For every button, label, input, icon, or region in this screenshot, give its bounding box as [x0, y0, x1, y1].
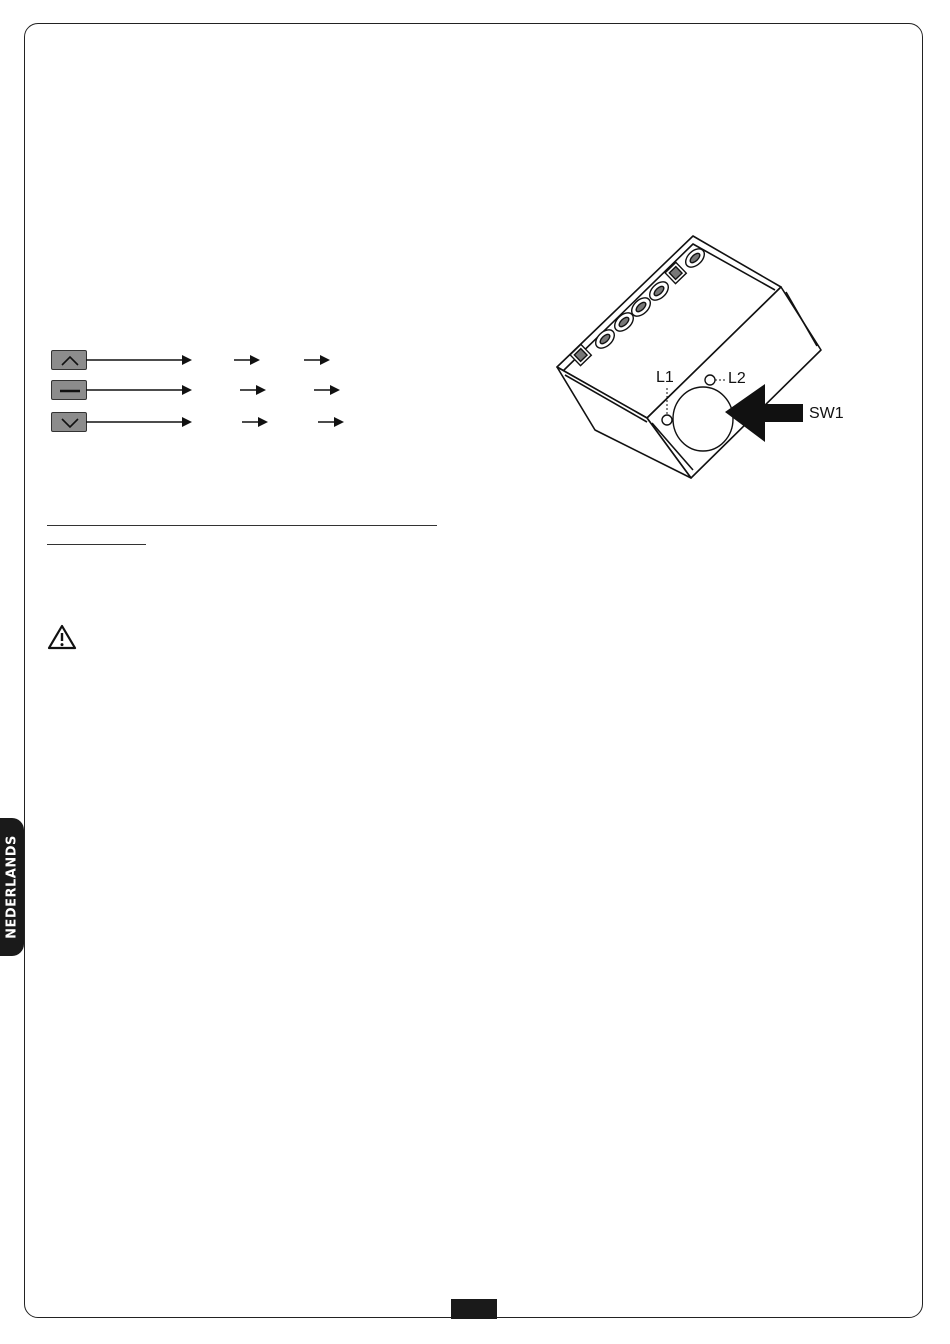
- page-frame: [24, 23, 923, 1318]
- chevron-up-icon: [52, 351, 88, 371]
- button-sw1-label: SW1: [809, 405, 844, 422]
- chevron-down-icon: [52, 413, 88, 433]
- arrow-icon: [304, 354, 332, 366]
- key-row-up: [51, 350, 301, 372]
- dash-icon: [52, 381, 88, 401]
- up-key: [51, 350, 87, 370]
- heading-underline-short: [47, 544, 146, 545]
- arrow-icon: [86, 384, 194, 396]
- arrow-icon: [314, 384, 342, 396]
- language-label: NEDERLANDS: [4, 835, 20, 939]
- arrow-icon: [86, 354, 194, 366]
- stop-key: [51, 380, 87, 400]
- page-number-box: [451, 1299, 497, 1319]
- heading-underline: [47, 525, 437, 526]
- arrow-icon: [242, 416, 270, 428]
- led-l1-label: L1: [656, 369, 674, 386]
- led-l2-label: L2: [728, 370, 746, 387]
- arrow-icon: [240, 384, 268, 396]
- receiver-device-illustration: [553, 232, 853, 482]
- arrow-icon: [234, 354, 262, 366]
- warning-icon: [47, 624, 77, 650]
- arrow-icon: [318, 416, 346, 428]
- down-key: [51, 412, 87, 432]
- arrow-icon: [86, 416, 194, 428]
- language-tab: [0, 818, 24, 956]
- key-row-down: [51, 412, 301, 434]
- key-row-stop: [51, 380, 301, 402]
